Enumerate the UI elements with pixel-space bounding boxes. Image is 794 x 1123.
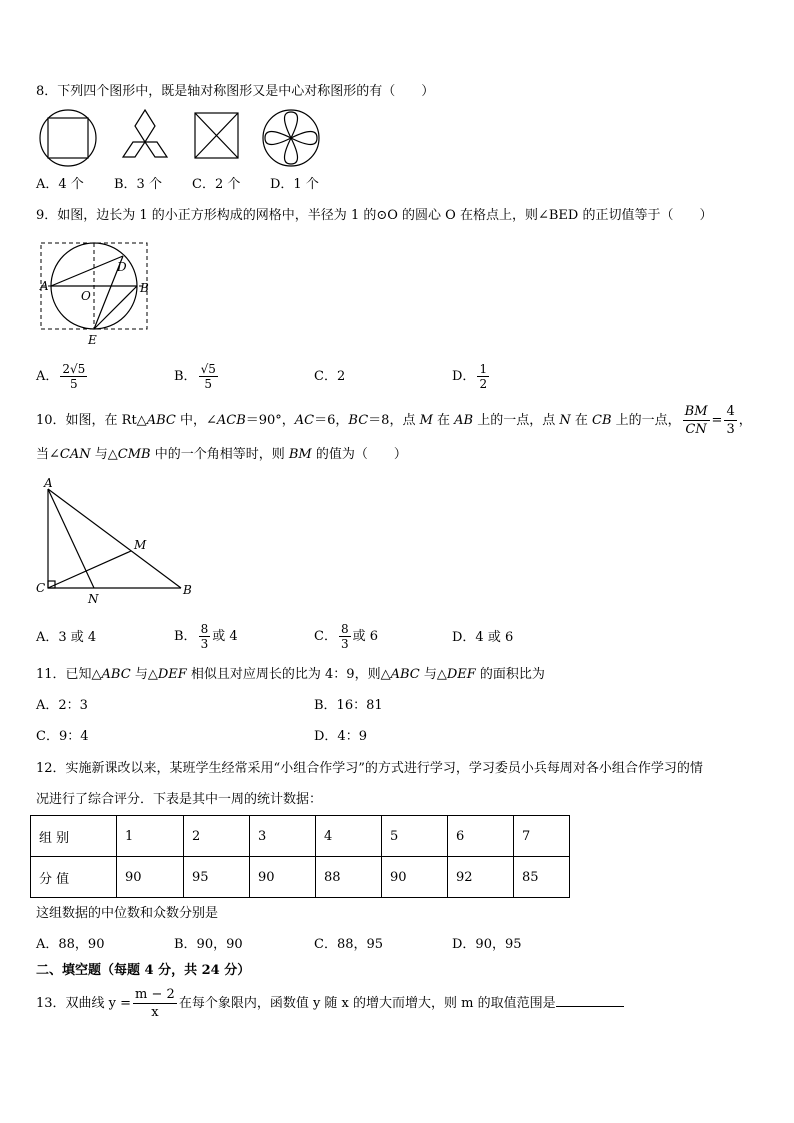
q8-option-c: C．2 个	[192, 177, 241, 192]
q10-stem-line1: 10．如图，在 Rt△ABC 中，∠ACB＝90°，AC＝6，BC＝8，点 M 在 AB 上的一点，点 N 在 CB 上的一点， $\frac{BM}{CN}$ = $\frac{4}{3}$ ，	[36, 404, 752, 437]
q10-label-c: C	[36, 581, 46, 595]
table-cell: 90	[117, 857, 184, 898]
q13-stem: 13．双曲线 y = $\frac{m - 2}{x}$ 在每个象限内，函数值 y 随 x 的增大而增大，则 m 的取值范围是	[36, 986, 624, 1022]
section-heading: 二、填空题（每题 4 分，共 24 分）	[36, 963, 251, 978]
q9-label-o: O	[81, 289, 91, 303]
q9-label-d: D	[117, 260, 127, 274]
table-cell: 6	[448, 816, 514, 857]
q12-option-a: A．88，90	[36, 937, 105, 952]
table-row-score	[31, 857, 570, 898]
q9-option-c: C．2	[314, 369, 346, 384]
q10-label-a: A	[44, 476, 53, 490]
q9-label-a: A	[40, 279, 49, 293]
table-cell: 4	[316, 816, 382, 857]
table-cell: 1	[117, 816, 184, 857]
q12-stem-line2: 况进行了综合评分．下表是其中一周的统计数据：	[36, 792, 323, 807]
table-cell: 组 别	[31, 816, 117, 857]
q12-option-c: C．88，95	[314, 937, 384, 952]
table-cell: 90	[382, 857, 448, 898]
q8-option-b: B．3 个	[114, 177, 162, 192]
q12-stem-line1: 12．实施新课改以来，某班学生经常采用“小组合作学习”的方式进行学习，学习委员小兵每周对各小组合作学习的情	[36, 761, 703, 776]
table-cell: 92	[448, 857, 514, 898]
q9-stem: 9．如图，边长为 1 的小正方形构成的网格中，半径为 1 的⊙O 的圆心 O 在格点上，则∠BED 的正切值等于（ ）	[36, 208, 713, 223]
q12-option-d: D．90，95	[452, 937, 522, 952]
q11-option-c: C．9：4	[36, 729, 89, 744]
q10-option-d: D．4 或 6	[452, 630, 514, 645]
q9-label-e: E	[88, 333, 97, 347]
figure-circle-square	[40, 110, 96, 166]
q11-stem: 11．已知△ABC 与△DEF 相似且对应周长的比为 4：9，则△ABC 与△DEF 的面积比为	[36, 667, 545, 682]
q9-label-b: B	[140, 281, 149, 295]
q10-stem-line2: 当∠CAN 与△CMB 中的一个角相等时，则 BM 的值为（ ）	[36, 447, 407, 462]
table-cell: 5	[382, 816, 448, 857]
figure-circle-petals	[263, 110, 319, 166]
q10-figure	[34, 476, 204, 608]
q12-question: 这组数据的中位数和众数分别是	[36, 906, 219, 921]
q10-label-n: N	[88, 592, 99, 606]
q8-option-a: A．4 个	[36, 177, 84, 192]
table-row-group	[31, 816, 570, 857]
q11-option-b: B．16：81	[314, 698, 383, 713]
q10-option-b: B． $\frac{8}{3}$ 或 4	[174, 622, 238, 651]
q12-option-b: B．90，90	[174, 937, 243, 952]
q8-figures	[34, 108, 334, 168]
table-cell: 90	[250, 857, 316, 898]
figure-three-rhombi	[123, 110, 167, 157]
q8-stem: 8．下列四个图形中，既是轴对称图形又是中心对称图形的有（ ）	[36, 84, 435, 99]
q12-score-table	[30, 815, 570, 898]
q11-option-d: D．4：9	[314, 729, 367, 744]
q9-figure	[36, 238, 158, 348]
q9-option-a: A． $\frac{2√5}{5}$	[36, 362, 86, 391]
table-cell: 3	[250, 816, 316, 857]
table-cell: 88	[316, 857, 382, 898]
q8-option-d: D．1 个	[270, 177, 319, 192]
table-cell: 分 值	[31, 857, 117, 898]
table-cell: 7	[514, 816, 570, 857]
q9-option-b: B． $\frac{√5}{5}$	[174, 362, 216, 391]
q13-answer-blank[interactable]	[556, 994, 624, 1007]
q10-option-c: C． $\frac{8}{3}$ 或 6	[314, 622, 378, 651]
q11-option-a: A．2：3	[36, 698, 88, 713]
table-cell: 2	[184, 816, 250, 857]
q10-option-a: A．3 或 4	[36, 630, 97, 645]
q9-option-d: D． $\frac{1}{2}$	[452, 362, 488, 391]
table-cell: 95	[184, 857, 250, 898]
q10-label-m: M	[134, 538, 147, 552]
table-cell: 85	[514, 857, 570, 898]
figure-square-diagonals	[195, 113, 238, 158]
q10-label-b: B	[183, 583, 192, 597]
